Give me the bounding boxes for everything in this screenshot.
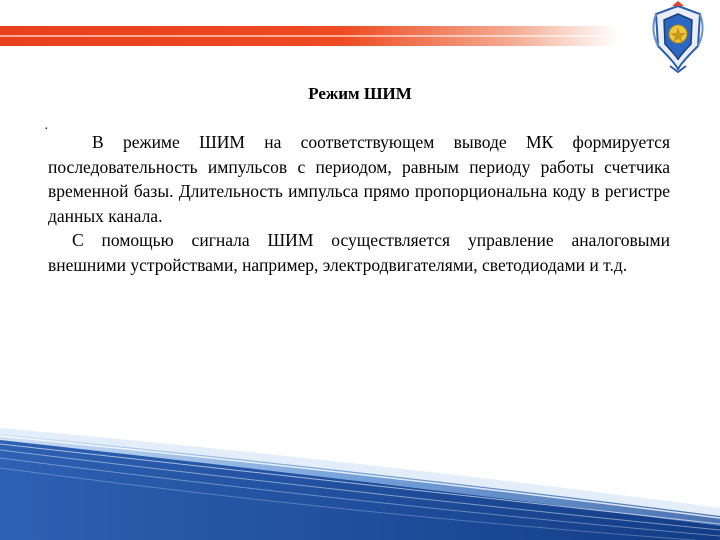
footer-wave: [0, 420, 720, 540]
slide-title: Режим ШИМ: [308, 84, 412, 103]
slide-body: [48, 130, 670, 277]
header-stripe: [0, 26, 720, 46]
paragraph-1: В режиме ШИМ на соответствующем выводе МК формируется последовательность импульсов с периодом, равным периоду работы счетчика временной базы. Длительность импульса прямо пропорциональна коду в регистре данных канала.: [48, 132, 670, 226]
header-stripe-line: [0, 35, 720, 37]
emblem-icon: [648, 0, 708, 76]
paragraph-2: С помощью сигнала ШИМ осуществляется управление аналоговыми внешними устройствами, например, электродвигателями, светодиодами и т.д.: [48, 230, 670, 275]
bullet-marker: ·: [44, 122, 49, 137]
